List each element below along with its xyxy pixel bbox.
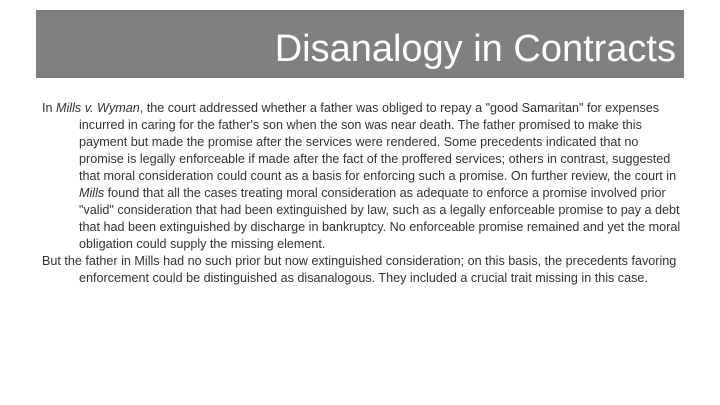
paragraph-conclusion: But the father in Mills had no such prior but now extinguished consideration; on this basis, the precedents favoring enforcement could be distinguished as disanalogous. They included a crucial trait missing in this case. (42, 254, 677, 285)
paragraph-text-b: found that all the cases treating moral consideration as adequate to enforce a promise involved prior "valid" consideration that had been extinguished by law, such as a legally enforceable promise to pay a debt that had been extinguished by discharge in bankruptcy. No enforceable promise remained and yet the moral obligation could supply the missing element. (79, 186, 681, 251)
title-bar (36, 10, 684, 78)
paragraph-intro: In (42, 101, 57, 115)
case-name: Mills v. Wyman (56, 101, 140, 115)
slide-body (42, 100, 682, 287)
paragraph-mills-case (42, 100, 682, 253)
case-short-name: Mills (79, 186, 105, 200)
slide-title: Disanalogy in Contracts (274, 28, 676, 70)
paragraph-text-a: , the court addressed whether a father was obliged to repay a "good Samaritan" for expenses incurred in caring for the father's son when the son was near death. The father promised to make this payment but made the promise after the services were rendered. Some precedents indicated that no promise is legally enforceable if made after the fact of the proffered services; others in contrast, suggested that moral consideration could count as a basis for enforcing such a promise. On further review, the court in (79, 101, 677, 183)
